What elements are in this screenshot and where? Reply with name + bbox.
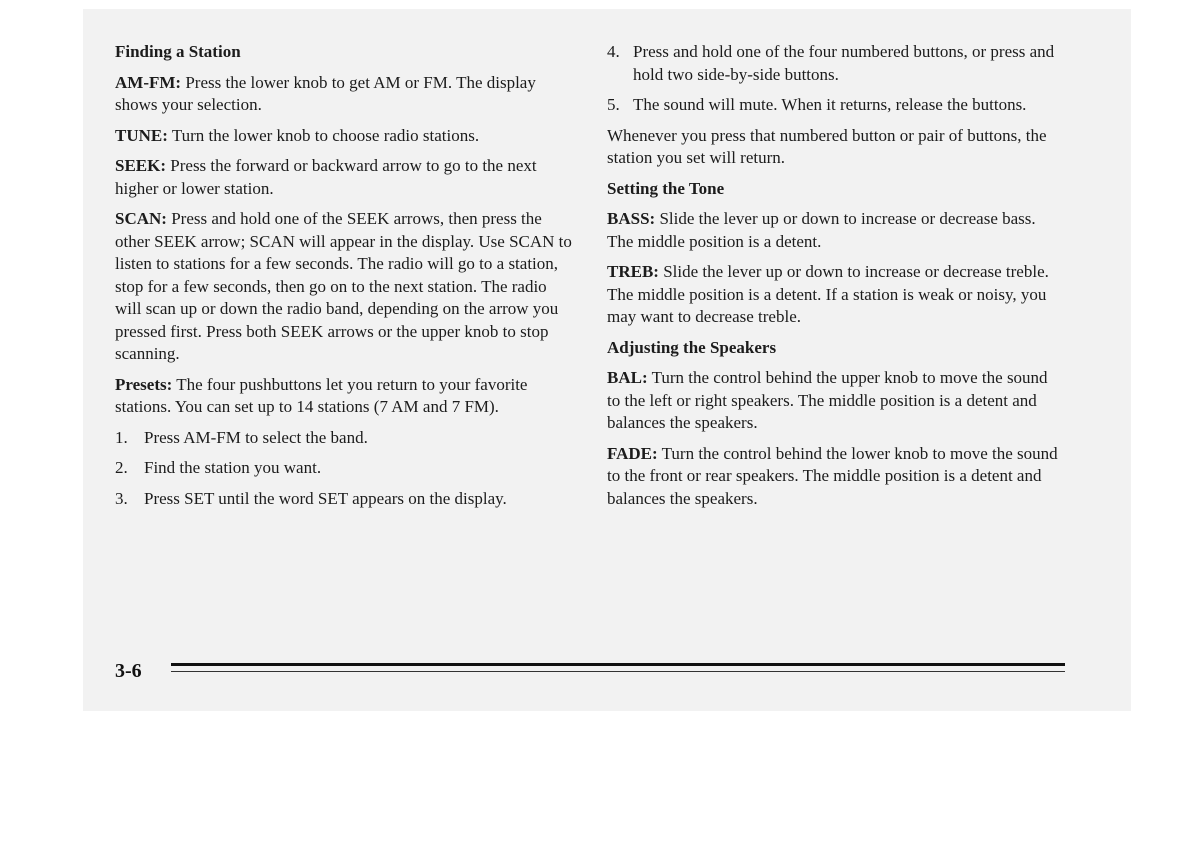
tune-text: Turn the lower knob to choose radio stations. — [167, 125, 480, 145]
amfm-term: AM-FM: — [115, 72, 182, 92]
list-item — [115, 488, 575, 511]
list-item-number: 1. — [115, 427, 128, 447]
footer-rule-thick — [171, 663, 1065, 666]
manual-page — [83, 9, 1131, 711]
list-item-text: The sound will mute. When it returns, release the buttons. — [633, 95, 1027, 114]
adjusting-speakers-heading: Adjusting the Speakers — [607, 337, 777, 357]
list-item-text: Press SET until the word SET appears on the display. — [144, 488, 507, 508]
fade-text: Turn the control behind the lower knob to move the sound to the front or rear speakers. The middle position is a detent and balances the speakers. — [607, 443, 1058, 508]
presets-paragraph — [115, 374, 575, 419]
bal-term: BAL: — [607, 368, 648, 387]
treb-paragraph — [607, 261, 1063, 329]
list-item-text: Press and hold one of the four numbered buttons, or press and hold two side-by-side buttons. — [633, 42, 1055, 84]
amfm-text: Press the lower knob to get AM or FM. The display shows your selection. — [115, 72, 536, 114]
list-item-text: Find the station you want. — [144, 458, 322, 477]
presets-term: Presets: — [115, 374, 173, 394]
scan-text: Press and hold one of the SEEK arrows, then press the other SEEK arrow; SCAN will appear in the display. Use SCAN to listen to stations for a few seconds. The radio will go to a station, stop for a few seconds, then go on to the next station. The radio will scan up or down the radio band, depending on the arrow you pressed first. Press both SEEK arrows or the upper knob to stop scanning. — [115, 209, 572, 363]
list-item — [115, 427, 575, 450]
amfm-paragraph — [115, 72, 575, 117]
presets-text: The four pushbuttons let you return to your favorite stations. You can set up to 14 stations (7 AM and 7 FM). — [115, 374, 528, 416]
fade-term: FADE: — [607, 443, 658, 463]
page-number: 3-6 — [115, 660, 142, 682]
scan-term: SCAN: — [115, 209, 167, 228]
scan-paragraph — [115, 208, 575, 366]
list-item — [115, 457, 575, 480]
setting-tone-heading: Setting the Tone — [607, 178, 725, 198]
list-item — [607, 41, 1063, 86]
footer-rule-thin — [171, 671, 1065, 672]
tune-paragraph — [115, 125, 575, 148]
seek-text: Press the forward or backward arrow to go to the next higher or lower station. — [115, 156, 537, 198]
seek-term: SEEK: — [115, 156, 167, 175]
tune-term: TUNE: — [115, 125, 168, 145]
whenever-paragraph: Whenever you press that numbered button or pair of buttons, the station you set will return. — [607, 125, 1047, 167]
treb-term: TREB: — [607, 262, 659, 281]
bal-paragraph — [607, 367, 1063, 435]
bal-text: Turn the control behind the upper knob to move the sound to the left or right speakers. The middle position is a detent and balances the speakers. — [607, 368, 1048, 432]
list-item-number: 2. — [115, 458, 128, 477]
bass-term: BASS: — [607, 209, 656, 228]
bass-paragraph — [607, 208, 1063, 253]
treb-text: Slide the lever up or down to increase or decrease treble. The middle position is a detent. If a station is weak or noisy, you may want to decrease treble. — [607, 262, 1049, 326]
fade-paragraph — [607, 443, 1063, 511]
finding-station-heading: Finding a Station — [115, 42, 241, 61]
right-column — [607, 41, 1063, 518]
list-item-number: 3. — [115, 488, 128, 508]
list-item-text: Press AM-FM to select the band. — [144, 427, 368, 447]
list-item-number: 4. — [607, 42, 620, 61]
seek-paragraph — [115, 155, 575, 200]
list-item — [607, 94, 1063, 117]
left-column — [115, 41, 575, 518]
list-item-number: 5. — [607, 95, 620, 114]
bass-text: Slide the lever up or down to increase or decrease bass. The middle position is a detent. — [607, 209, 1036, 251]
